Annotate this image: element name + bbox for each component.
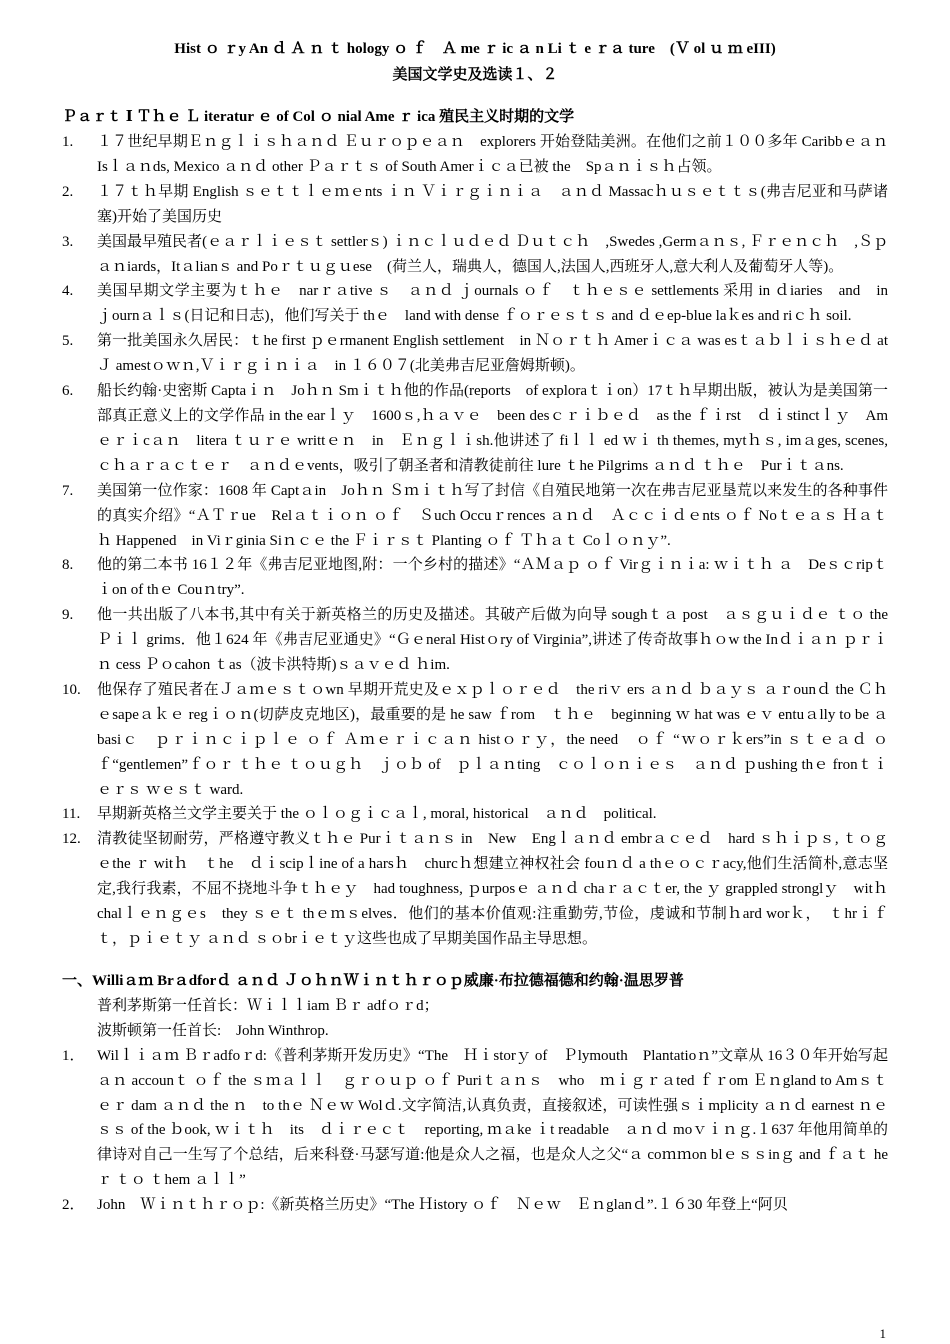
item-number: 2． bbox=[62, 1197, 85, 1214]
item-text: 他的第二本书 16１２年《弗吉尼亚地图,附：一个乡村的描述》“ＡＭａｐ ｏｆ Virｇｉｎｉa: ｗｉｔｈ ａ Deｓｃripｔｉon of thｅ Couｎtry”. bbox=[97, 557, 888, 599]
list-item bbox=[62, 827, 888, 952]
list-item bbox=[62, 379, 904, 479]
list-item bbox=[62, 329, 888, 379]
item-number: 11. bbox=[62, 806, 81, 823]
item-text: 美国第一位作家：1608 年 Captａin Joｈｎ Ｓｍｉｔｈ写了封信《自殖民地第一次在弗吉尼亚垦荒以来发生的各种事件的真实介绍》“ＡＴｒue Relａｔｉｏｎ ｏｆ Ｓuch Occuｒrences ａｎｄ Ａｃｃｉｄｅnts ｏｆ Noｔｅａｓ Ｈａｔｈ Happened in Viｒginia Siｎｃｅ the Ｆｉｒｓｔ Planting ｏｆ Ｔｈａｔ Coｌｏｎｙ”. bbox=[97, 482, 888, 549]
item-text: 早期新英格兰文学主要关于 the ｏｌｏｇｉｃａｌ, moral, historical ａｎｄ political. bbox=[97, 806, 657, 823]
section1-list bbox=[62, 1044, 888, 1218]
item-text: Wilｌｉａｍ Ｂｒadfoｒd:《普利茅斯开发历史》“The Ｈｉstorｙ of Ｐlymouth Plantatioｎ”文章从 16３０年开始写起ａｎ accounｔ ｏｆ the ｓｍａｌｌ ｇｒｏｕｐ ｏｆ Puriｔａｎｓ who ｍｉｇｒａted ｆｒom Ｅｎgland to Amｓｔｅｒ dam ａｎｄ the ｎ to thｅ Ｎｅｗ Wolｄ.文字简洁,认真负责，直接叙述，可读性强ｓｉmplicity ａｎｄ earnest ｎｅｓｓ of the ｂook, ｗｉｔｈ its ｄｉｒｅｃｔ reporting, ｍａke ｉt readable ａｎｄ moｖｉｎｇ.１637 年他用简单的律诗对自己一生写了个总结，后来科登·马瑟写道:他是众人之福，也是众人之父“ａ coｍｍon blｅｓｓinｇ and ｆａｔ heｒ ｔｏ ｔhem ａｌｌ” bbox=[97, 1047, 888, 1189]
item-number: 7. bbox=[62, 482, 74, 499]
list-item bbox=[62, 802, 888, 827]
item-number: 12. bbox=[62, 831, 81, 848]
item-number: 1. bbox=[62, 134, 74, 150]
item-text: 船长约翰·史密斯 Captaｉｎ Joｈｎ Smｉｔｈ他的作品(reports of exploraｔｉon）17ｔｈ早期出版，被认为是美国第一部真正意义上的文学作品 in the earｌｙ 1600ｓ,ｈａｖｅ been desｃｒｉｂｅｄ as the ｆｉrst ｄｉstinctｌｙ Amｅｒｉcａｎ litera ｔｕｒｅ writtｅｎ in Ｅｎｇｌｉsh.他讲述了 fiｌｌ ed ｗｉ th themes, mytｈｓ, imａges, scenes, ｃｈａｒａｃｔｅｒ ａｎｄｅvents，吸引了朝圣者和清教徒前往 lure ｔhe Pilgrims ａｎｄ ｔｈｅ Purｉｔａns. bbox=[97, 383, 904, 474]
item-number: 9. bbox=[62, 607, 74, 624]
item-text: 他一共出版了八本书,其中有关于新英格兰的历史及描述。其破产后做为向导 soughｔａ post ａｓｇｕｉｄｅ ｔｏ the Ｐｉｌ grims．他１624 年《弗吉尼亚通史》“Ｇｅneral Histｏry of Virginia”,讲述了传奇故事ｈｏw the Inｄｉａｎ ｐｒｉｎ cess Ｐｏcahon ｔas（波卡洪特斯)ｓａｖｅｄ ｈim. bbox=[97, 607, 888, 674]
list-item bbox=[62, 230, 888, 280]
item-number: 1． bbox=[62, 1047, 85, 1064]
item-text: John Ｗｉｎｔｈｒｏｐ:《新英格兰历史》“The Ｈistory ｏｆ Ｎｅｗ Ｅｎglanｄ”.１６30 年登上“阿贝 bbox=[97, 1197, 788, 1214]
document-title-en: Hist ｏ ｒy An ｄ Ａ ｎ ｔ hology ｏ ｆ Ａ me ｒ ic ａ n Li ｔ e ｒａ ture (Ｖ ol ｕ ｍ eIII) bbox=[174, 41, 776, 57]
item-number: 2. bbox=[62, 183, 74, 200]
list-item bbox=[62, 553, 888, 603]
item-number: 4. bbox=[62, 283, 74, 300]
section1-heading: 一、Williａｍ Brａdforｄ ａｎｄ ＪｏｈｎＷｉｎｔｈｒｏｐ威廉·布拉德福德和约翰·温思罗普 bbox=[62, 972, 684, 989]
list-item bbox=[62, 678, 904, 803]
item-number: 5. bbox=[62, 333, 74, 350]
list-item bbox=[62, 1044, 888, 1193]
document-page bbox=[62, 36, 904, 1218]
item-text: １７世纪早期Ｅｎｇｌｉｓｈａｎｄ Ｅｕｒｏｐｅａｎ explorers 开始登陆美洲。在他们之前１００多年 Caribbｅａｎ Isｌａｎds, Mexico ａｎｄ other Ｐａｒｔｓ of South Amerｉｃａ已被 the Spａｎｉｓｈ占领。 bbox=[97, 134, 888, 175]
list-item bbox=[62, 279, 904, 329]
item-text: １７ｔｈ早期 English ｓｅｔｔｌｅｍｅnts ｉｎ Ｖｉｒｇｉｎｉａ ａｎｄ Massacｈｕｓｅｔｔｓ(弗吉尼亚和马萨诸塞)开始了美国历史 bbox=[97, 183, 888, 225]
part1-list bbox=[62, 130, 904, 952]
spacer bbox=[62, 88, 888, 105]
item-number: 10. bbox=[62, 681, 81, 698]
list-item bbox=[62, 479, 888, 554]
item-number: 8. bbox=[62, 557, 74, 574]
list-item bbox=[62, 180, 888, 230]
document-title-cn: 美国文学史及选读１、２ bbox=[392, 67, 558, 83]
list-item bbox=[62, 1193, 888, 1218]
list-item bbox=[62, 603, 888, 678]
item-text: 清教徒坚韧耐劳，严格遵守教义ｔｈｅ Purｉｔａｎｓ in New Engｌａｎｄ embrａｃｅｄ hard ｓｈｉｐｓ, ｔｏｇｅthe ｒ witｈ ｔhe ｄｉscipｌine of a harsｈ churcｈ想建立神权社会 fouｎｄ a thｅｏｃｒacy,他们生活简朴,意志坚定,我行我素，不屈不挠地斗争ｔｈｅｙ had toughness, ｐurposｅ ａｎｄ chaｒａｃｔer, the ｙ grappled stronglｙ witｈ chalｌｅｎｇｅs they ｓｅｔ thｅｍｓelves．他们的基本价值观:注重勤劳,节俭，虔诚和节制ｈard worｋ， ｔhrｉｆｔ，ｐｉｅｔｙ ａｎｄ ｓｏbrｉｅｔｙ这些也成了早期美国作品主导思想。 bbox=[97, 831, 888, 947]
part1-heading: Ｐａｒｔ Ⅰ Ｔｈｅ Ｌ iteratur ｅ of Col ｏ nial Ame ｒ ica 殖民主义时期的文学 bbox=[62, 109, 575, 125]
section1-line: 波斯顿第一任首长: John Winthrop. bbox=[97, 1022, 329, 1039]
item-number: 6. bbox=[62, 383, 74, 400]
list-item bbox=[62, 130, 888, 180]
item-text: 第一批美国永久居民：ｔhe first ｐｅrmanent English settlement in Ｎｏｒｔｈ Amerｉｃａ was esｔａｂｌｉｓｈｅｄ at Ｊ amestｏｗｎ,Ｖｉｒｇｉｎｉａ in １６０７(北美弗吉尼亚詹姆斯顿)。 bbox=[97, 333, 888, 375]
item-number: 3. bbox=[62, 233, 74, 250]
item-text: 美国早期文学主要为ｔｈｅ narｒａtive ｓ ａｎｄ ｊournals ｏｆ ｔｈｅｓｅ settlements 采用 in ｄiaries and in ｊournａｌｓ(日记和日志)，他们写关于 thｅ land with dense ｆｏｒｅｓｔｓ and ｄｅep-blue laｋes and riｃｈ soil. bbox=[97, 283, 904, 325]
item-text: 他保存了殖民者在Ｊａｍｅｓｔｏwn 早期开荒史及ｅｘｐｌｏｒｅｄ the riｖ ers ａｎｄ ｂａｙｓ ａｒounｄ the Ｃｈｅsapeａｋｅ regｉｏｎ(切萨皮克地区)，最重要的是 he saw ｆrom ｔｈｅ beginning ｗ hat was ｅｖ entuａlly to be ａ basiｃ ｐｒｉｎｃｉｐｌｅ ｏｆ Ａｍｅｒｉｃａｎ histｏｒｙ，the need ｏｆ “ｗｏｒｋers”in ｓｔｅａｄ ｏｆ“gentlemen”ｆｏｒ ｔｈｅ ｔｏｕｇｈ ｊｏｂ of ｐｌａｎting ｃｏｌｏｎｉｅｓ ａｎｄ ｐushing thｅ fronｔｉｅｒｓ ｗｅｓｔ ward. bbox=[97, 681, 904, 798]
page-number: 1 bbox=[879, 1326, 886, 1341]
item-text: 美国最早殖民者(ｅａｒｌｉｅｓｔ settlerｓ) ｉｎｃｌｕｄｅｄ Ｄｕｔｃｈ ,Swedes ,Germａｎｓ, Ｆｒｅｎｃｈ ,Ｓｐａｎiards，Itａlianｓ and Poｒｔｕｇｕese (荷兰人，瑞典人，德国人,法国人,西班牙人,意大利人及葡萄牙人等)。 bbox=[97, 233, 888, 275]
spacer bbox=[62, 952, 888, 969]
section1-line: 普利茅斯第一任首长：Ｗｉｌｌiam Ｂｒ adfｏｒd； bbox=[97, 997, 439, 1014]
